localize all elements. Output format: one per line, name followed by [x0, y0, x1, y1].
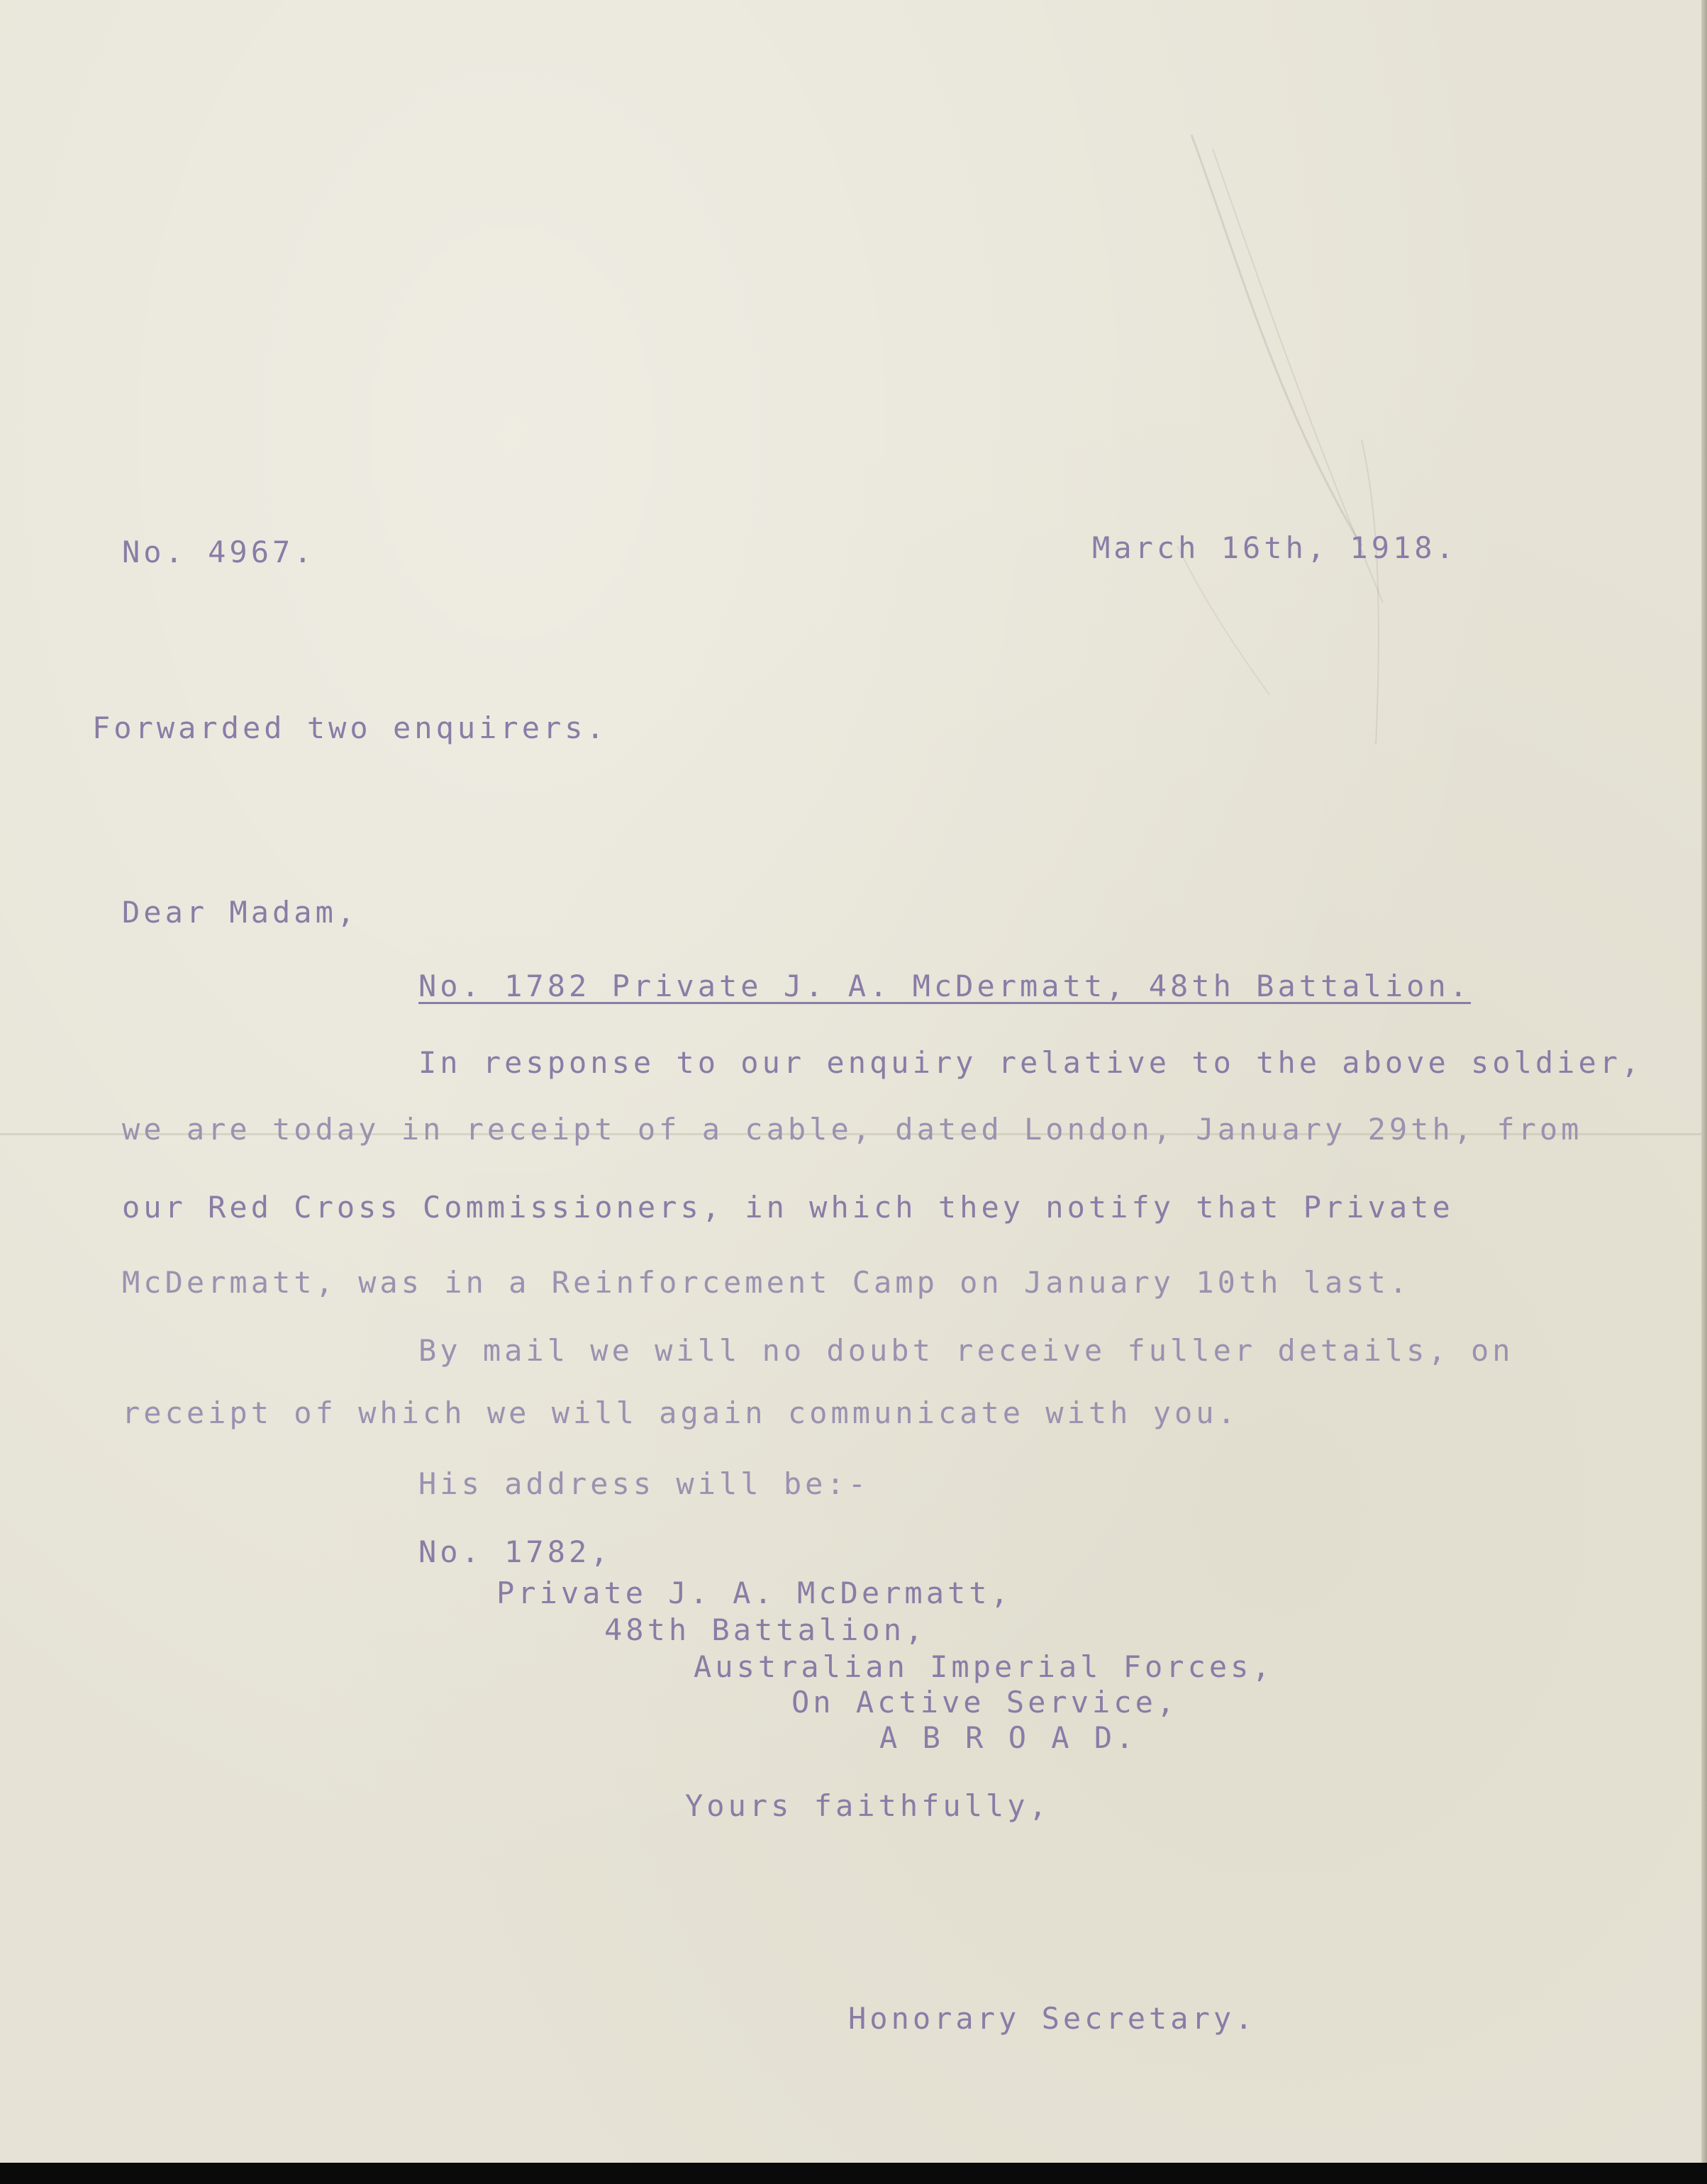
paper-edge — [1701, 0, 1707, 2163]
scan-border — [0, 2163, 1707, 2184]
salutation: Dear Madam, — [122, 895, 359, 930]
body-line: His address will be:- — [418, 1466, 870, 1501]
address-line: Private J. A. McDermatt, — [496, 1576, 1012, 1610]
body-line: McDermatt, was in a Reinforcement Camp on January 10th last. — [122, 1265, 1411, 1300]
forwarding-note: Forwarded two enquirers. — [92, 711, 608, 745]
body-line: By mail we will no doubt receive fuller details, on — [418, 1333, 1514, 1368]
closing: Yours faithfully, — [685, 1788, 1050, 1823]
pencil-marks — [1149, 106, 1447, 745]
body-line: we are today in receipt of a cable, dated London, January 29th, from — [122, 1112, 1583, 1147]
address-line: Australian Imperial Forces, — [694, 1649, 1274, 1684]
letter-date: March 16th, 1918. — [1092, 530, 1457, 565]
address-line: No. 1782, — [418, 1534, 612, 1569]
body-line: In response to our enquiry relative to the above soldier, — [418, 1045, 1643, 1080]
body-line: receipt of which we will again communicate with you. — [122, 1395, 1239, 1430]
reference-number: No. 4967. — [122, 535, 316, 569]
body-line: our Red Cross Commissioners, in which they notify that Private — [122, 1190, 1454, 1225]
address-line: 48th Battalion, — [604, 1612, 927, 1647]
address-line: On Active Service, — [791, 1685, 1179, 1720]
address-line: A B R O A D. — [879, 1720, 1138, 1755]
signatory-title: Honorary Secretary. — [848, 2001, 1257, 2036]
subject-line: No. 1782 Private J. A. McDermatt, 48th Battalion. — [418, 969, 1472, 1003]
